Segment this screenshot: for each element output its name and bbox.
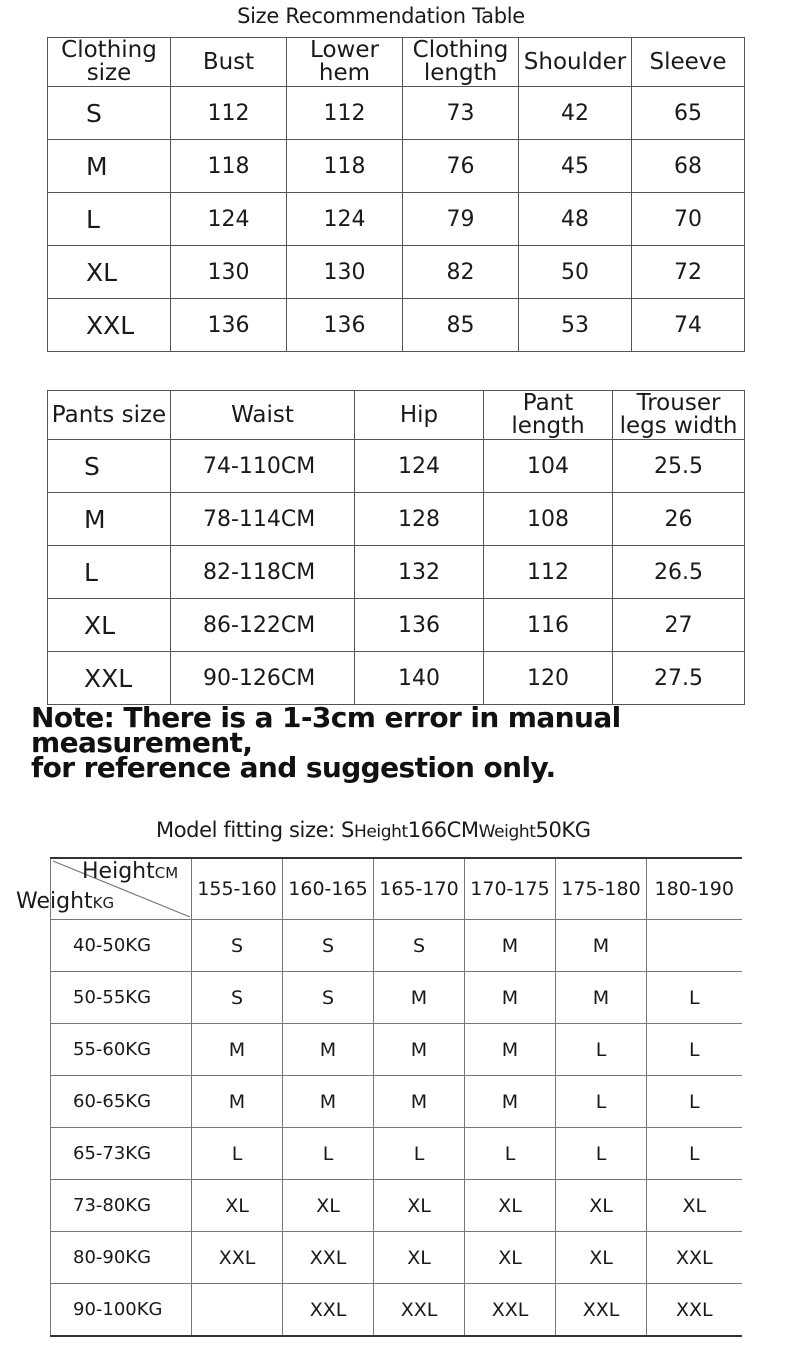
table-row — [51, 1076, 742, 1128]
size-label: XL — [48, 246, 171, 299]
measurement-cell: 140 — [355, 652, 484, 705]
column-header: Pant length — [484, 391, 613, 440]
height-range-header: 170-175 — [465, 858, 556, 920]
measurement-cell: 112 — [484, 546, 613, 599]
size-label: L — [48, 193, 171, 246]
table-row — [48, 193, 745, 246]
measurement-cell: 128 — [355, 493, 484, 546]
measurement-cell: 79 — [403, 193, 519, 246]
column-header: Shoulder — [519, 38, 632, 87]
size-cell: XXL — [192, 1232, 283, 1284]
measurement-cell: 90-126CM — [171, 652, 355, 705]
model-weight-value: 50KG — [535, 818, 591, 842]
height-range-header: 160-165 — [283, 858, 374, 920]
height-axis-label: HeightCM — [82, 859, 179, 884]
model-label: Model fitting size: — [156, 818, 335, 842]
size-cell: L — [556, 1024, 647, 1076]
table-header-row — [48, 391, 745, 440]
size-cell: S — [283, 920, 374, 972]
column-header: Lower hem — [287, 38, 403, 87]
size-cell: XL — [647, 1180, 742, 1232]
measurement-cell: 25.5 — [613, 440, 745, 493]
clothing-size-table — [47, 37, 745, 352]
size-cell: S — [192, 972, 283, 1024]
table-row — [51, 920, 742, 972]
size-cell: L — [647, 1128, 742, 1180]
table-row — [48, 87, 745, 140]
size-cell: XXL — [374, 1284, 465, 1337]
size-cell — [192, 1284, 283, 1337]
measurement-cell: 53 — [519, 299, 632, 352]
model-height-value: 166CM — [407, 818, 479, 842]
size-cell: L — [374, 1128, 465, 1180]
column-header: Waist — [171, 391, 355, 440]
measurement-cell: 78-114CM — [171, 493, 355, 546]
size-cell: L — [647, 972, 742, 1024]
table-row — [48, 493, 745, 546]
model-size: S — [341, 818, 354, 842]
measurement-note — [31, 701, 771, 784]
size-cell: XXL — [647, 1284, 742, 1337]
measurement-cell: 70 — [632, 193, 745, 246]
size-recommendation-title: Size Recommendation Table — [237, 4, 525, 28]
size-cell: XL — [556, 1232, 647, 1284]
height-range-header: 180-190 — [647, 858, 742, 920]
size-cell: M — [283, 1076, 374, 1128]
measurement-cell: 27.5 — [613, 652, 745, 705]
size-cell: L — [192, 1128, 283, 1180]
table-row — [51, 1128, 742, 1180]
size-cell: XL — [283, 1180, 374, 1232]
measurement-cell: 124 — [171, 193, 287, 246]
size-cell: XXL — [465, 1284, 556, 1337]
measurement-cell: 112 — [287, 87, 403, 140]
table-row — [48, 546, 745, 599]
measurement-cell: 72 — [632, 246, 745, 299]
measurement-cell: 112 — [171, 87, 287, 140]
size-cell: M — [374, 972, 465, 1024]
size-label: M — [48, 140, 171, 193]
size-label: M — [48, 493, 171, 546]
size-cell: XXL — [556, 1284, 647, 1337]
measurement-cell: 76 — [403, 140, 519, 193]
height-range-header: 165-170 — [374, 858, 465, 920]
column-header: Clothing length — [403, 38, 519, 87]
measurement-cell: 45 — [519, 140, 632, 193]
size-cell: M — [374, 1076, 465, 1128]
weight-range-label: 40-50KG — [51, 920, 192, 972]
column-header: Sleeve — [632, 38, 745, 87]
weight-range-label: 55-60KG — [51, 1024, 192, 1076]
size-cell: XXL — [283, 1232, 374, 1284]
measurement-cell: 120 — [484, 652, 613, 705]
table-row — [48, 246, 745, 299]
measurement-cell: 48 — [519, 193, 632, 246]
size-label: XL — [48, 599, 171, 652]
measurement-cell: 136 — [355, 599, 484, 652]
measurement-cell: 118 — [171, 140, 287, 193]
size-cell: M — [465, 1024, 556, 1076]
weight-range-label: 80-90KG — [51, 1232, 192, 1284]
size-cell: XL — [374, 1180, 465, 1232]
size-cell: L — [283, 1128, 374, 1180]
size-label: S — [48, 440, 171, 493]
weight-range-label: 90-100KG — [51, 1284, 192, 1337]
size-cell: M — [465, 972, 556, 1024]
measurement-cell: 108 — [484, 493, 613, 546]
size-cell: M — [192, 1024, 283, 1076]
height-range-header: 175-180 — [556, 858, 647, 920]
weight-range-label: 60-65KG — [51, 1076, 192, 1128]
note-line-2: for reference and suggestion only. — [31, 751, 556, 784]
measurement-cell: 116 — [484, 599, 613, 652]
size-label: XXL — [48, 299, 171, 352]
table-row — [51, 972, 742, 1024]
size-cell: M — [465, 920, 556, 972]
size-cell: L — [647, 1024, 742, 1076]
table-row — [51, 1232, 742, 1284]
pants-size-table — [47, 390, 745, 705]
measurement-cell: 26 — [613, 493, 745, 546]
size-label: L — [48, 546, 171, 599]
measurement-cell: 130 — [287, 246, 403, 299]
measurement-cell: 118 — [287, 140, 403, 193]
model-fitting-size — [156, 818, 591, 842]
size-cell: M — [556, 920, 647, 972]
size-cell — [647, 920, 742, 972]
column-header: Pants size — [48, 391, 171, 440]
size-label: S — [48, 87, 171, 140]
measurement-cell: 42 — [519, 87, 632, 140]
measurement-cell: 82-118CM — [171, 546, 355, 599]
column-header: Clothing size — [48, 38, 171, 87]
table-row — [51, 1180, 742, 1232]
size-cell: M — [192, 1076, 283, 1128]
weight-range-label: 73-80KG — [51, 1180, 192, 1232]
measurement-cell: 124 — [287, 193, 403, 246]
note-line-1: Note: There is a 1-3cm error in manual measurement, — [31, 701, 621, 759]
measurement-cell: 104 — [484, 440, 613, 493]
model-weight-label: Weight — [478, 822, 536, 842]
column-header: Hip — [355, 391, 484, 440]
size-cell: XL — [192, 1180, 283, 1232]
measurement-cell: 85 — [403, 299, 519, 352]
table-header-row — [51, 858, 742, 920]
size-cell: XL — [374, 1232, 465, 1284]
table-row — [48, 440, 745, 493]
size-cell: M — [556, 972, 647, 1024]
table-row — [48, 652, 745, 705]
measurement-cell: 124 — [355, 440, 484, 493]
size-cell: XL — [465, 1180, 556, 1232]
size-cell: S — [283, 972, 374, 1024]
size-cell: XL — [556, 1180, 647, 1232]
size-cell: XXL — [647, 1232, 742, 1284]
size-label: XXL — [48, 652, 171, 705]
measurement-cell: 74 — [632, 299, 745, 352]
column-header: Trouser legs width — [613, 391, 745, 440]
size-cell: S — [192, 920, 283, 972]
measurement-cell: 27 — [613, 599, 745, 652]
table-row — [51, 1284, 742, 1337]
size-cell: XXL — [283, 1284, 374, 1337]
measurement-cell: 74-110CM — [171, 440, 355, 493]
weight-axis-label: WeightKG — [16, 889, 115, 914]
measurement-cell: 65 — [632, 87, 745, 140]
table-row — [48, 140, 745, 193]
measurement-cell: 86-122CM — [171, 599, 355, 652]
table-row — [48, 599, 745, 652]
table-row — [48, 299, 745, 352]
size-cell: L — [556, 1128, 647, 1180]
measurement-cell: 73 — [403, 87, 519, 140]
size-cell: XL — [465, 1232, 556, 1284]
measurement-cell: 130 — [171, 246, 287, 299]
model-height-label: Height — [353, 822, 408, 842]
measurement-cell: 132 — [355, 546, 484, 599]
size-cell: M — [283, 1024, 374, 1076]
size-cell: L — [647, 1076, 742, 1128]
table-row — [51, 1024, 742, 1076]
measurement-cell: 68 — [632, 140, 745, 193]
height-range-header: 155-160 — [192, 858, 283, 920]
size-cell: S — [374, 920, 465, 972]
measurement-cell: 82 — [403, 246, 519, 299]
measurement-cell: 136 — [171, 299, 287, 352]
size-cell: M — [465, 1076, 556, 1128]
size-cell: L — [556, 1076, 647, 1128]
measurement-cell: 50 — [519, 246, 632, 299]
table-header-row — [48, 38, 745, 87]
weight-range-label: 65-73KG — [51, 1128, 192, 1180]
column-header: Bust — [171, 38, 287, 87]
measurement-cell: 136 — [287, 299, 403, 352]
weight-range-label: 50-55KG — [51, 972, 192, 1024]
measurement-cell: 26.5 — [613, 546, 745, 599]
size-cell: L — [465, 1128, 556, 1180]
height-weight-size-table — [50, 857, 742, 1337]
size-cell: M — [374, 1024, 465, 1076]
